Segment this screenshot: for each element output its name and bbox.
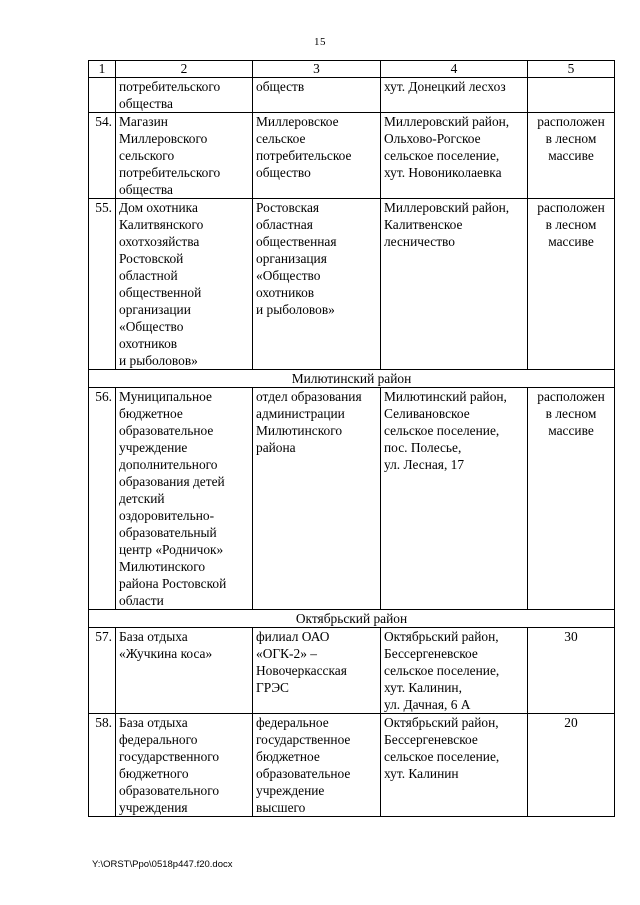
facility-name-cell <box>116 199 253 370</box>
row-number: 56. <box>95 389 112 404</box>
facility-name: Дом охотника Калитвянского охотхозяйства Ростовской областной общественной организации «Общество охотников и рыболовов» <box>119 200 204 368</box>
facility-name-cell <box>116 78 253 113</box>
table-row <box>89 113 615 199</box>
owner-organization-cell <box>253 388 381 610</box>
owner-organization: Миллеровское сельское потребительское общество <box>256 114 352 180</box>
row-number: 54. <box>95 114 112 129</box>
facility-name-cell <box>116 388 253 610</box>
facility-address: Милютинский район, Селивановское сельское поселение, пос. Полесье, ул. Лесная, 17 <box>384 389 507 472</box>
facility-name: База отдыха «Жучкина коса» <box>119 629 213 661</box>
owner-organization-cell <box>253 113 381 199</box>
section-title: Октябрьский район <box>89 610 615 628</box>
owner-organization: федеральное государственное бюджетное образовательное учреждение высшего <box>256 715 351 815</box>
location-note-cell <box>528 388 615 610</box>
row-number-cell <box>89 714 116 817</box>
header-row <box>89 61 615 78</box>
section-header-row <box>89 610 615 628</box>
facility-name-cell <box>116 113 253 199</box>
owner-organization: Ростовская областная общественная организация «Общество охотников и рыболовов» <box>256 200 337 317</box>
facilities-table <box>88 60 615 817</box>
owner-organization-cell <box>253 78 381 113</box>
owner-organization: филиал ОАО «ОГК-2» – Новочеркасская ГРЭС <box>256 629 347 695</box>
location-note: расположен в лесном массиве <box>537 389 605 438</box>
location-note-cell <box>528 113 615 199</box>
row-number-cell <box>89 113 116 199</box>
facility-address-cell <box>381 199 528 370</box>
footer-file-path: Y:\ORST\Ppo\0518p447.f20.docx <box>92 859 233 870</box>
row-number-cell <box>89 388 116 610</box>
location-note-cell <box>528 628 615 714</box>
facility-address-cell <box>381 113 528 199</box>
location-note: 20 <box>564 715 578 730</box>
table-row <box>89 199 615 370</box>
table-row <box>89 388 615 610</box>
row-number: 55. <box>95 200 112 215</box>
owner-organization: обществ <box>256 79 305 94</box>
header-col-1: 1 <box>89 61 116 78</box>
facility-address: Миллеровский район, Калитвенское лесничество <box>384 200 510 249</box>
table-body <box>89 61 615 817</box>
facility-address: Октябрьский район, Бессергеневское сельское поселение, хут. Калинин, ул. Дачная, 6 А <box>384 629 500 712</box>
facility-address-cell <box>381 714 528 817</box>
location-note: расположен в лесном массиве <box>537 114 605 163</box>
row-number: 58. <box>95 715 112 730</box>
owner-organization-cell <box>253 199 381 370</box>
facility-name: Муниципальное бюджетное образовательное учреждение дополнительного образования детей детский оздоровительно- образовательный центр «Родничок» Милютинского района Ростовской области <box>119 389 227 608</box>
owner-organization: отдел образования администрации Милютинского района <box>256 389 362 455</box>
facility-name-cell <box>116 714 253 817</box>
facility-address-cell <box>381 78 528 113</box>
location-note-cell <box>528 199 615 370</box>
facility-name: Магазин Миллеровского сельского потребительского общества <box>119 114 221 197</box>
location-note: расположен в лесном массиве <box>537 200 605 249</box>
section-header-row <box>89 370 615 388</box>
header-col-2: 2 <box>116 61 253 78</box>
row-number-cell <box>89 628 116 714</box>
facility-address: Октябрьский район, Бессергеневское сельское поселение, хут. Калинин <box>384 715 500 781</box>
facility-name-cell <box>116 628 253 714</box>
owner-organization-cell <box>253 714 381 817</box>
location-note-cell <box>528 78 615 113</box>
section-title: Милютинский район <box>89 370 615 388</box>
location-note-cell <box>528 714 615 817</box>
table-row <box>89 628 615 714</box>
location-note: 30 <box>564 629 578 644</box>
table-row <box>89 78 615 113</box>
facility-address-cell <box>381 388 528 610</box>
facility-name: потребительского общества <box>119 79 221 111</box>
header-col-3: 3 <box>253 61 381 78</box>
table-row <box>89 714 615 817</box>
page-number: 15 <box>314 36 326 48</box>
row-number: 57. <box>95 629 112 644</box>
facility-address: хут. Донецкий лесхоз <box>384 79 506 94</box>
row-number-cell <box>89 199 116 370</box>
facility-address: Миллеровский район, Ольхово-Рогское сельское поселение, хут. Новониколаевка <box>384 114 510 180</box>
header-col-4: 4 <box>381 61 528 78</box>
row-number-cell <box>89 78 116 113</box>
owner-organization-cell <box>253 628 381 714</box>
header-col-5: 5 <box>528 61 615 78</box>
facility-address-cell <box>381 628 528 714</box>
facility-name: База отдыха федерального государственного бюджетного образовательного учреждения <box>119 715 220 815</box>
